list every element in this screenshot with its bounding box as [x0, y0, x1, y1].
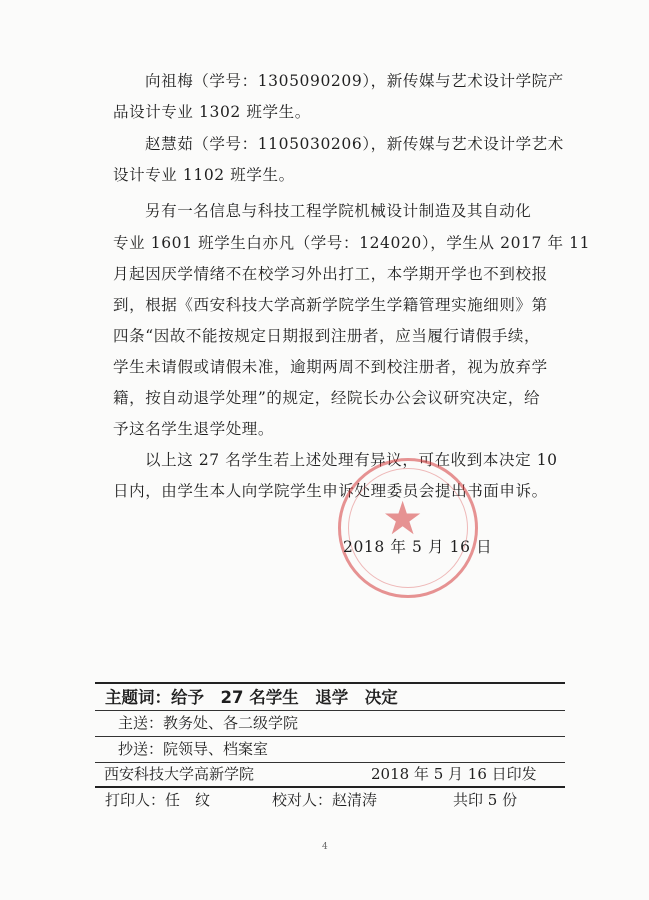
body-line: 另有一名信息与科技工程学院机械设计制造及其自动化 — [145, 202, 532, 220]
recipients: 主送：教务处、各二级学院 — [118, 714, 299, 732]
page-number: 4 — [322, 842, 328, 852]
body-line: 设计专业 1102 班学生。 — [113, 166, 295, 184]
footer-rule-top — [95, 682, 565, 684]
body-line: 品设计专业 1302 班学生。 — [113, 103, 311, 121]
footer-rule-bottom — [95, 786, 565, 788]
body-line: 专业 1601 班学生白亦凡（学号：124020），学生从 2017 年 11 — [113, 234, 591, 252]
body-line: 以上这 27 名学生若上述处理有异议，可在收到本决定 10 — [145, 451, 558, 469]
proofreader: 校对人：赵清涛 — [272, 791, 378, 809]
signature-date: 2018 年 5 月 16 日 — [343, 538, 493, 556]
issuer: 西安科技大学高新学院 — [104, 765, 255, 783]
footer-rule — [95, 736, 565, 737]
body-line: 四条“因故不能按规定日期报到注册者，应当履行请假手续， — [113, 327, 541, 345]
print-date: 2018 年 5 月 16 日印发 — [371, 765, 537, 783]
keywords: 主题词：给予 27 名学生 退学 决定 — [105, 688, 398, 707]
copies: 共印 5 份 — [453, 791, 518, 809]
seal-star-icon: ★ — [382, 491, 424, 545]
body-line: 予这名学生退学处理。 — [113, 420, 275, 438]
body-line: 学生未请假或请假未准，逾期两周不到校注册者，视为放弃学 — [113, 358, 548, 376]
body-line: 到，根据《西安科技大学高新学院学生学籍管理实施细则》第 — [113, 296, 548, 314]
body-line: 向祖梅（学号：1305090209），新传媒与艺术设计学院产 — [145, 72, 564, 90]
footer-rule — [95, 762, 565, 763]
body-line: 日内，由学生本人向学院学生申诉处理委员会提出书面申诉。 — [113, 482, 548, 500]
body-line: 月起因厌学情绪不在校学习外出打工，本学期开学也不到校报 — [113, 265, 548, 283]
body-line: 赵慧茹（学号：1105030206），新传媒与艺术设计学艺术 — [145, 135, 564, 153]
body-line: 籍，按自动退学处理”的规定，经院长办公会议研究决定，给 — [113, 389, 541, 407]
carbon-copy: 抄送：院领导、档案室 — [118, 740, 269, 758]
typist: 打印人：任 纹 — [105, 791, 211, 809]
footer-rule — [95, 710, 565, 711]
